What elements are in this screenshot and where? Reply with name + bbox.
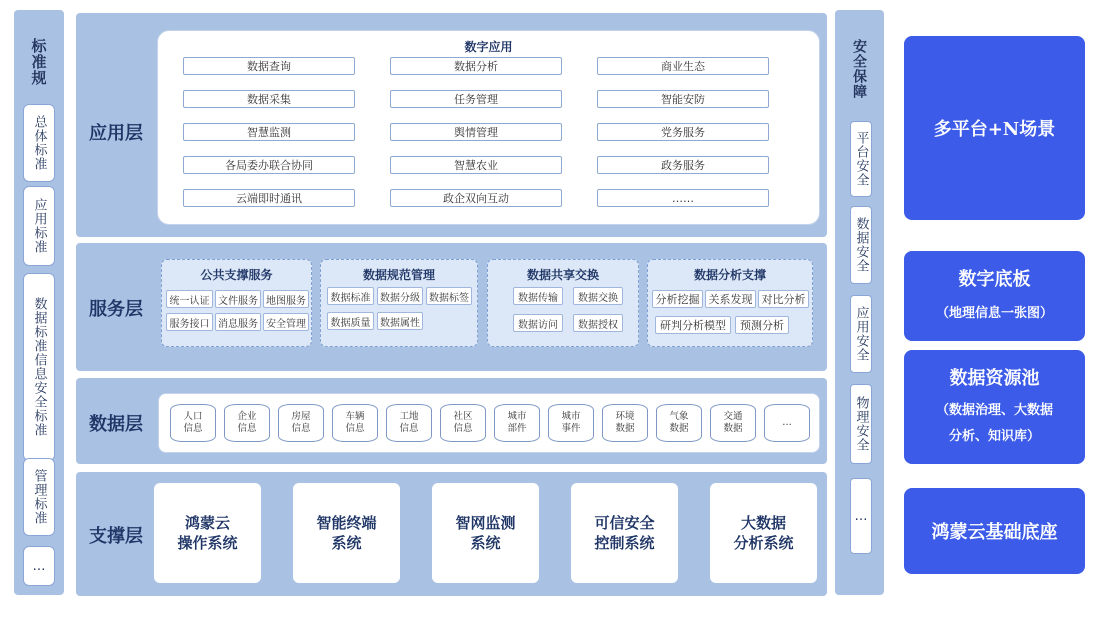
service-item: 关系发现	[705, 290, 756, 308]
application-item: 任务管理	[390, 90, 562, 108]
service-item: 数据属性	[377, 312, 423, 330]
service-item: 数据访问	[513, 314, 563, 332]
application-item: 政企双向互动	[390, 189, 562, 207]
security-item-platform: 平台安全	[850, 121, 872, 197]
service-item: 数据质量	[327, 312, 374, 330]
service-layer-label: 服务层	[89, 299, 143, 320]
digital-base-title: 数字底板	[958, 269, 1031, 290]
security-item-more: …	[850, 478, 872, 554]
data-pool-title: 数据资源池	[949, 368, 1040, 389]
service-item: 数据分级	[377, 287, 423, 305]
standard-item-overall: 总体标准	[23, 104, 55, 182]
application-item: ……	[597, 189, 769, 207]
data-pool-block	[904, 350, 1085, 464]
support-system-box: 鸿蒙云 操作系统	[154, 483, 261, 583]
data-source-item: 工地 信息	[386, 404, 432, 442]
support-system-box: 智能终端 系统	[293, 483, 400, 583]
service-group-title: 公共支撑服务	[200, 268, 273, 282]
service-item: 服务接口	[166, 313, 213, 331]
application-item: 各局委办联合协同	[183, 156, 355, 174]
data-source-item: 交通 数据	[710, 404, 756, 442]
service-group-title: 数据分析支撑	[693, 268, 766, 282]
support-system-box: 大数据 分析系统	[710, 483, 817, 583]
data-pool-subtitle-line2: 分析、知识库）	[948, 429, 1040, 444]
application-item: 党务服务	[597, 123, 769, 141]
service-item: 地图服务	[263, 290, 309, 308]
service-item: 研判分析模型	[655, 316, 731, 334]
multi-platform-block	[904, 36, 1085, 220]
application-item: 政务服务	[597, 156, 769, 174]
service-item: 预测分析	[735, 316, 789, 334]
security-item-physical: 物理安全	[850, 384, 872, 464]
support-layer-label: 支撑层	[89, 526, 143, 547]
service-item: 数据授权	[573, 314, 623, 332]
service-item: 安全管理	[263, 313, 309, 331]
service-group-public	[161, 259, 312, 347]
standard-item-more: …	[23, 546, 55, 586]
security-title: 安全保障	[851, 39, 867, 99]
application-layer-label: 应用层	[89, 123, 143, 144]
harmony-cloud-base-block	[904, 488, 1085, 574]
service-group-norms	[320, 259, 478, 347]
application-item: 商业生态	[597, 57, 769, 75]
digital-base-subtitle: （地理信息一张图）	[935, 306, 1053, 321]
service-group-sharing	[487, 259, 639, 347]
data-source-item: 企业 信息	[224, 404, 270, 442]
data-source-item: 车辆 信息	[332, 404, 378, 442]
data-layer-label: 数据层	[89, 414, 143, 435]
application-item: 数据分析	[390, 57, 562, 75]
standard-item-management: 管理标准	[23, 458, 55, 536]
application-item: 智慧监测	[183, 123, 355, 141]
security-item-data: 数据安全	[850, 206, 872, 284]
data-source-item: 环境 数据	[602, 404, 648, 442]
service-item: 分析挖掘	[652, 290, 703, 308]
service-group-title: 数据共享交换	[526, 268, 599, 282]
harmony-cloud-base-title: 鸿蒙云基础底座	[931, 522, 1058, 543]
data-source-item: 人口 信息	[170, 404, 216, 442]
support-system-box: 可信安全 控制系统	[571, 483, 678, 583]
data-source-item: 社区 信息	[440, 404, 486, 442]
service-group-title: 数据规范管理	[362, 268, 435, 282]
standard-item-application: 应用标准	[23, 186, 55, 266]
service-item: 数据传输	[513, 287, 563, 305]
service-item: 数据标准	[327, 287, 374, 305]
multi-platform-title: 多平台+N场景	[933, 119, 1056, 140]
application-item: 云端即时通讯	[183, 189, 355, 207]
service-item: 数据交换	[573, 287, 623, 305]
service-group-analysis	[647, 259, 813, 347]
data-source-item: 房屋 信息	[278, 404, 324, 442]
service-item: 文件服务	[215, 290, 261, 308]
data-source-item: 城市 事件	[548, 404, 594, 442]
service-item: 数据标签	[426, 287, 472, 305]
application-item: 数据查询	[183, 57, 355, 75]
service-item: 统一认证	[166, 290, 213, 308]
application-item: 舆情管理	[390, 123, 562, 141]
data-pool-subtitle-line1: （数据治理、大数据	[935, 403, 1053, 418]
standards-title: 标准规	[29, 38, 48, 86]
data-source-item: 气象 数据	[656, 404, 702, 442]
service-item: 消息服务	[215, 313, 261, 331]
standard-item-data-security: 数据标准信息安全标准	[23, 273, 55, 461]
application-item: 智慧农业	[390, 156, 562, 174]
service-item: 对比分析	[758, 290, 809, 308]
data-source-item: …	[764, 404, 810, 442]
digital-application-title: 数字应用	[464, 40, 513, 54]
support-system-box: 智网监测 系统	[432, 483, 539, 583]
data-source-item: 城市 部件	[494, 404, 540, 442]
security-item-application: 应用安全	[850, 295, 872, 373]
digital-base-block	[904, 251, 1085, 341]
application-item: 数据采集	[183, 90, 355, 108]
application-item: 智能安防	[597, 90, 769, 108]
